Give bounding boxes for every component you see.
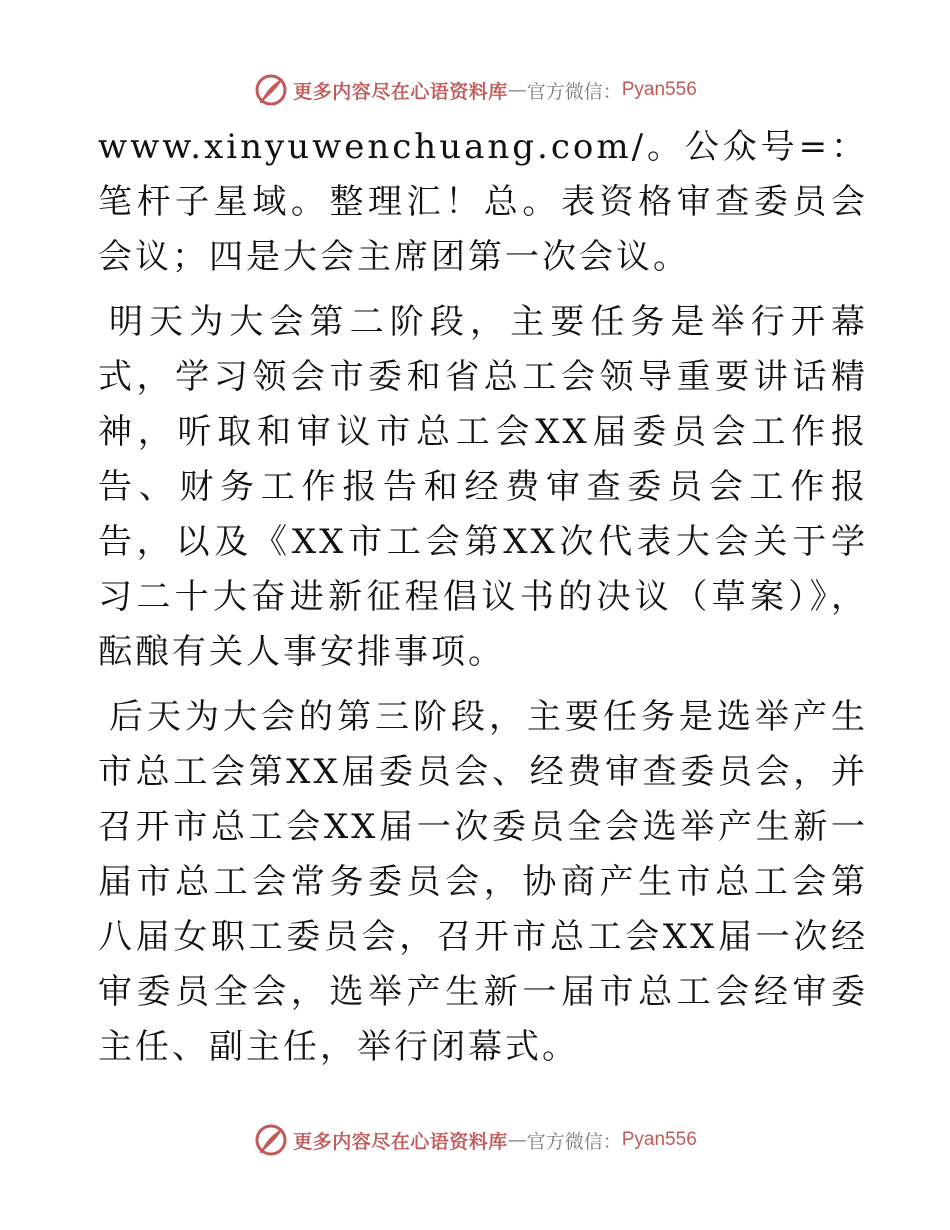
footer-banner	[0, 1120, 950, 1160]
banner-wechat-id: Pyan556	[621, 1129, 697, 1150]
quill-pen-logo-icon	[253, 1122, 289, 1158]
paragraph-3: 后天为大会的第三阶段，主要任务是选举产生市总工会第XX届委员会、经费审查委员会，并召开市总工会XX届一次委员全会选举产生新一届市总工会常务委员会，协商产生市总工会第八届女职工委员会，召开市总工会XX届一次经审委员全会，选举产生新一届市总工会经审委主任、副主任，举行闭幕式。	[98, 697, 868, 1067]
banner-main-text: 更多内容尽在心语资料库	[293, 80, 508, 103]
paragraph-1: www.xinyuwenchuang.com/。公众号=：笔杆子星域。整理汇！总。表资格审查委员会会议；四是大会主席团第一次会议。	[98, 127, 868, 277]
banner-separator: —	[507, 1129, 527, 1151]
paragraph-2: 明天为大会第二阶段，主要任务是举行开幕式，学习领会市委和省总工会领导重要讲话精神，听取和审议市总工会XX届委员会工作报告、财务工作报告和经费审查委员会工作报告，以及《XX市工会第XX次代表大会关于学习二十大奋进新征程倡议书的决议（草案）》，酝酿有关人事安排事项。	[98, 302, 868, 672]
banner-wechat-id: Pyan556	[621, 79, 697, 100]
quill-pen-logo-icon	[253, 72, 289, 108]
banner-main-text: 更多内容尽在心语资料库	[293, 1130, 508, 1153]
document-body	[98, 120, 868, 1085]
banner-separator: —	[507, 79, 527, 101]
header-banner	[0, 70, 950, 110]
banner-sub-text: 官方微信：	[526, 80, 622, 103]
banner-sub-text: 官方微信：	[526, 1130, 622, 1153]
